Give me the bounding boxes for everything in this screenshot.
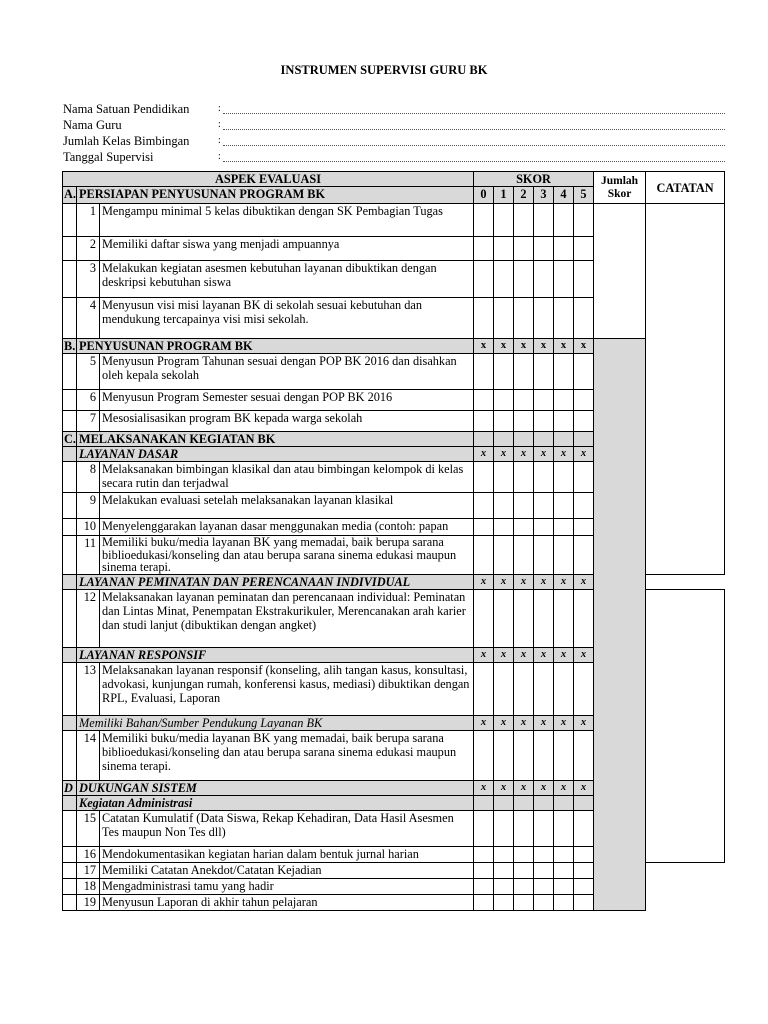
item-number: 1: [77, 204, 100, 237]
not-applicable-mark: x: [534, 715, 554, 730]
not-applicable-mark: x: [574, 574, 594, 589]
item-text: Mendokumentasikan kegiatan harian dalam bentuk jurnal harian: [100, 846, 474, 862]
score-cell[interactable]: [63, 795, 77, 810]
not-applicable-mark: x: [534, 574, 554, 589]
not-applicable-mark: x: [494, 780, 514, 795]
score-cell[interactable]: [514, 846, 534, 862]
jumlah-cell-a[interactable]: [594, 204, 646, 339]
item-number: 17: [77, 862, 100, 878]
score-cell[interactable]: [554, 795, 574, 810]
label-school: Nama Satuan Pendidikan: [63, 102, 190, 116]
item-number: 14: [77, 730, 100, 780]
table-row: [63, 204, 725, 237]
score-cell[interactable]: [474, 237, 494, 261]
score-cell[interactable]: [474, 261, 494, 298]
score-cell[interactable]: [574, 261, 594, 298]
label-classes: Jumlah Kelas Bimbingan: [63, 134, 190, 148]
not-applicable-mark: x: [574, 447, 594, 462]
score-cell[interactable]: [554, 390, 574, 411]
not-applicable-mark: x: [494, 715, 514, 730]
score-cell[interactable]: [494, 432, 514, 447]
item-number: 15: [77, 810, 100, 846]
not-applicable-mark: x: [514, 780, 534, 795]
item-text: Mengampu minimal 5 kelas dibuktikan dengan SK Pembagian Tugas: [100, 204, 474, 237]
score-cell[interactable]: [554, 462, 574, 493]
info-row-school: Nama Satuan Pendidikan :: [63, 101, 725, 117]
section-c-letter: C.: [64, 432, 76, 446]
score-cell[interactable]: [574, 862, 594, 878]
score-cell[interactable]: [514, 894, 534, 910]
evaluation-table: [62, 171, 725, 911]
item-text: Melaksanakan layanan responsif (konseling, alih tangan kasus, konsultasi, advokasi, kunjungan rumah, konferensi kasus, mediasi) dibuktikan dengan RPL, Evaluasi, Laporan: [100, 662, 474, 715]
score-cell[interactable]: [474, 354, 494, 390]
score-cell[interactable]: [554, 493, 574, 519]
score-cell[interactable]: [63, 204, 77, 237]
score-cell[interactable]: [63, 519, 77, 536]
score-cell[interactable]: [63, 493, 77, 519]
item-number: 8: [77, 462, 100, 493]
score-cell[interactable]: [534, 411, 554, 432]
item-number: 19: [77, 894, 100, 910]
score-cell[interactable]: [574, 519, 594, 536]
item-text: Menyusun Program Semester sesuai dengan POP BK 2016: [100, 390, 474, 411]
score-cell[interactable]: [554, 878, 574, 894]
score-cell[interactable]: [554, 536, 574, 575]
item-number: 18: [77, 878, 100, 894]
score-cell[interactable]: [474, 589, 494, 647]
not-applicable-mark: x: [474, 647, 494, 662]
score-cell[interactable]: [534, 730, 554, 780]
score-cell[interactable]: [554, 810, 574, 846]
score-head-4: 4: [554, 187, 574, 204]
score-cell[interactable]: [474, 432, 494, 447]
score-cell[interactable]: [534, 589, 554, 647]
score-cell[interactable]: [494, 411, 514, 432]
item-text: Menyusun Laporan di akhir tahun pelajaran: [100, 894, 474, 910]
score-cell[interactable]: [494, 237, 514, 261]
not-applicable-mark: x: [574, 715, 594, 730]
subsection-layanan-peminatan: LAYANAN PEMINATAN DAN PERENCANAAN INDIVIDUAL: [77, 574, 474, 589]
score-cell[interactable]: [494, 390, 514, 411]
score-head-0: 0: [474, 187, 494, 204]
score-cell[interactable]: [574, 354, 594, 390]
score-cell[interactable]: [63, 878, 77, 894]
label-teacher: Nama Guru: [63, 118, 122, 132]
score-cell[interactable]: [534, 298, 554, 339]
score-cell[interactable]: [534, 519, 554, 536]
score-cell[interactable]: [474, 536, 494, 575]
score-cell[interactable]: [574, 878, 594, 894]
score-cell[interactable]: [534, 237, 554, 261]
score-cell[interactable]: [474, 878, 494, 894]
score-cell[interactable]: [474, 204, 494, 237]
score-cell[interactable]: [554, 730, 574, 780]
item-number: 16: [77, 846, 100, 862]
score-cell[interactable]: [574, 894, 594, 910]
score-cell[interactable]: [63, 298, 77, 339]
score-cell[interactable]: [574, 846, 594, 862]
item-number: 12: [77, 589, 100, 647]
not-applicable-mark: x: [554, 339, 574, 354]
score-cell[interactable]: [514, 411, 534, 432]
header-aspek: ASPEK EVALUASI: [63, 172, 474, 187]
score-cell[interactable]: [494, 261, 514, 298]
not-applicable-mark: x: [514, 447, 534, 462]
header-catatan: CATATAN: [646, 172, 725, 204]
score-cell[interactable]: [574, 536, 594, 575]
section-c-title: MELAKSANAKAN KEGIATAN BK: [77, 432, 474, 447]
item-text: Memiliki daftar siswa yang menjadi ampuannya: [100, 237, 474, 261]
score-cell[interactable]: [534, 662, 554, 715]
score-cell[interactable]: [554, 862, 574, 878]
score-cell[interactable]: [554, 589, 574, 647]
score-cell[interactable]: [514, 730, 534, 780]
score-cell[interactable]: [514, 204, 534, 237]
score-cell[interactable]: [514, 493, 534, 519]
item-number: 7: [77, 411, 100, 432]
not-applicable-mark: x: [554, 574, 574, 589]
not-applicable-mark: x: [554, 447, 574, 462]
score-cell[interactable]: [574, 204, 594, 237]
score-cell[interactable]: [494, 298, 514, 339]
score-cell[interactable]: [554, 894, 574, 910]
not-applicable-mark: x: [574, 647, 594, 662]
score-cell[interactable]: [494, 519, 514, 536]
not-applicable-mark: x: [494, 574, 514, 589]
score-cell[interactable]: [514, 536, 534, 575]
score-cell[interactable]: [574, 810, 594, 846]
info-row-date: Tanggal Supervisi :: [63, 149, 725, 165]
score-cell[interactable]: [534, 204, 554, 237]
item-number: 9: [77, 493, 100, 519]
score-cell[interactable]: [494, 862, 514, 878]
score-cell[interactable]: [534, 261, 554, 298]
score-cell[interactable]: [534, 810, 554, 846]
score-cell[interactable]: [63, 894, 77, 910]
catatan-cell[interactable]: [646, 204, 725, 575]
field-teacher[interactable]: [223, 129, 725, 130]
item-number: 5: [77, 354, 100, 390]
score-cell[interactable]: [554, 662, 574, 715]
score-cell[interactable]: [63, 237, 77, 261]
item-number: 13: [77, 662, 100, 715]
score-cell[interactable]: [474, 662, 494, 715]
score-cell[interactable]: [474, 519, 494, 536]
item-number: 6: [77, 390, 100, 411]
score-cell[interactable]: [514, 810, 534, 846]
score-cell[interactable]: [474, 462, 494, 493]
item-text: Melaksanakan bimbingan klasikal dan atau bimbingan kelompok di kelas secara rutin dan terjadwal: [100, 462, 474, 493]
item-text: Catatan Kumulatif (Data Siswa, Rekap Kehadiran, Data Hasil Asesmen Tes maupun Non Tes dll): [100, 810, 474, 846]
score-cell[interactable]: [574, 237, 594, 261]
score-cell[interactable]: [514, 878, 534, 894]
score-cell[interactable]: [514, 261, 534, 298]
not-applicable-mark: x: [474, 574, 494, 589]
score-cell[interactable]: [494, 354, 514, 390]
item-text: Mengadministrasi tamu yang hadir: [100, 878, 474, 894]
score-cell[interactable]: [494, 662, 514, 715]
score-cell[interactable]: [494, 204, 514, 237]
item-text: Melakukan kegiatan asesmen kebutuhan layanan dibuktikan dengan deskripsi kebutuhan siswa: [100, 261, 474, 298]
score-cell[interactable]: [494, 795, 514, 810]
score-cell[interactable]: [63, 810, 77, 846]
score-head-5: 5: [574, 187, 594, 204]
not-applicable-mark: x: [514, 574, 534, 589]
not-applicable-mark: x: [474, 715, 494, 730]
score-cell[interactable]: [494, 810, 514, 846]
score-cell[interactable]: [514, 862, 534, 878]
score-cell[interactable]: [63, 462, 77, 493]
score-cell[interactable]: [63, 846, 77, 862]
not-applicable-mark: x: [474, 780, 494, 795]
score-cell[interactable]: [63, 447, 77, 462]
score-head-2: 2: [514, 187, 534, 204]
not-applicable-mark: x: [514, 339, 534, 354]
score-cell[interactable]: [514, 390, 534, 411]
item-text: Mesosialisasikan program BK kepada warga sekolah: [100, 411, 474, 432]
subsection-layanan-dasar: LAYANAN DASAR: [77, 447, 474, 462]
score-cell[interactable]: [63, 862, 77, 878]
not-applicable-mark: x: [474, 339, 494, 354]
info-row-teacher: Nama Guru :: [63, 117, 725, 133]
not-applicable-mark: x: [494, 647, 514, 662]
section-a-letter: A.: [63, 187, 77, 204]
not-applicable-mark: x: [494, 447, 514, 462]
score-cell[interactable]: [474, 493, 494, 519]
not-applicable-mark: x: [574, 780, 594, 795]
score-cell[interactable]: [554, 846, 574, 862]
subsection-layanan-responsif: LAYANAN RESPONSIF: [77, 647, 474, 662]
score-cell[interactable]: [514, 795, 534, 810]
item-text: Menyusun Program Tahunan sesuai dengan POP BK 2016 dan disahkan oleh kepala sekolah: [100, 354, 474, 390]
score-cell[interactable]: [514, 462, 534, 493]
score-cell[interactable]: [574, 432, 594, 447]
score-head-1: 1: [494, 187, 514, 204]
score-cell[interactable]: [554, 298, 574, 339]
score-cell[interactable]: [554, 354, 574, 390]
score-cell[interactable]: [554, 411, 574, 432]
score-cell[interactable]: [534, 878, 554, 894]
score-cell[interactable]: [63, 730, 77, 780]
score-cell[interactable]: [494, 493, 514, 519]
score-cell[interactable]: [514, 237, 534, 261]
score-cell[interactable]: [534, 846, 554, 862]
score-cell[interactable]: [574, 411, 594, 432]
score-cell[interactable]: [63, 574, 77, 589]
score-cell[interactable]: [534, 795, 554, 810]
score-cell[interactable]: [534, 862, 554, 878]
score-cell[interactable]: [474, 795, 494, 810]
not-applicable-mark: x: [534, 339, 554, 354]
score-cell[interactable]: [474, 862, 494, 878]
section-a-title: PERSIAPAN PENYUSUNAN PROGRAM BK: [77, 187, 474, 204]
subsection-bahan-pendukung: Memiliki Bahan/Sumber Pendukung Layanan BK: [77, 715, 474, 730]
header-skor: SKOR: [474, 172, 594, 187]
not-applicable-mark: x: [494, 339, 514, 354]
item-text: Memiliki buku/media layanan BK yang memadai, baik berupa sarana biblioedukasi/konseling dan atau berupa sarana sinema edukasi maupun sinema terapi.: [100, 730, 474, 780]
score-cell[interactable]: [534, 536, 554, 575]
catatan-cell-2[interactable]: [646, 589, 725, 862]
not-applicable-mark: x: [554, 647, 574, 662]
score-cell[interactable]: [574, 298, 594, 339]
score-cell[interactable]: [534, 390, 554, 411]
score-cell[interactable]: [554, 519, 574, 536]
item-number: 3: [77, 261, 100, 298]
score-cell[interactable]: [514, 432, 534, 447]
not-applicable-mark: x: [474, 447, 494, 462]
score-cell[interactable]: [554, 432, 574, 447]
score-cell[interactable]: [574, 390, 594, 411]
score-cell[interactable]: [63, 589, 77, 647]
score-cell[interactable]: [474, 411, 494, 432]
score-cell[interactable]: [494, 462, 514, 493]
section-d-title: DUKUNGAN SISTEM: [77, 780, 474, 795]
score-cell[interactable]: [494, 536, 514, 575]
score-cell[interactable]: [554, 204, 574, 237]
field-classes[interactable]: [223, 145, 725, 146]
not-applicable-mark: x: [574, 339, 594, 354]
score-cell[interactable]: [514, 662, 534, 715]
score-cell[interactable]: [474, 810, 494, 846]
score-cell[interactable]: [514, 354, 534, 390]
field-date[interactable]: [223, 161, 725, 162]
document-title: INSTRUMEN SUPERVISI GURU BK: [280, 63, 488, 77]
not-applicable-mark: x: [534, 447, 554, 462]
score-cell[interactable]: [534, 354, 554, 390]
score-cell[interactable]: [494, 846, 514, 862]
score-cell[interactable]: [63, 354, 77, 390]
score-cell[interactable]: [63, 647, 77, 662]
not-applicable-mark: x: [514, 715, 534, 730]
score-cell[interactable]: [474, 298, 494, 339]
score-cell[interactable]: [63, 261, 77, 298]
subsection-administrasi: Kegiatan Administrasi: [77, 795, 474, 810]
score-cell[interactable]: [63, 390, 77, 411]
score-cell[interactable]: [514, 519, 534, 536]
item-text: Memiliki buku/media layanan BK yang memadai, baik berupa sarana biblioedukasi/konseling dan atau berupa sarana sinema edukasi maupun sinema terapi.: [100, 536, 474, 575]
info-row-classes: Jumlah Kelas Bimbingan :: [63, 133, 725, 149]
score-cell[interactable]: [574, 795, 594, 810]
score-cell[interactable]: [534, 894, 554, 910]
score-cell[interactable]: [494, 878, 514, 894]
score-cell[interactable]: [63, 411, 77, 432]
score-cell[interactable]: [514, 589, 534, 647]
item-text: Memiliki Catatan Anekdot/Catatan Kejadian: [100, 862, 474, 878]
score-cell[interactable]: [534, 493, 554, 519]
label-date: Tanggal Supervisi: [63, 150, 154, 164]
item-text: Menyelenggarakan layanan dasar menggunakan media (contoh: papan: [100, 519, 474, 536]
not-applicable-mark: x: [554, 780, 574, 795]
item-number: 11: [77, 536, 100, 575]
score-cell[interactable]: [554, 237, 574, 261]
score-cell[interactable]: [574, 493, 594, 519]
score-cell[interactable]: [554, 261, 574, 298]
section-b-title: PENYUSUNAN PROGRAM BK: [77, 339, 474, 354]
header-jumlah-skor: Jumlah Skor: [594, 172, 646, 204]
score-cell[interactable]: [494, 589, 514, 647]
score-cell[interactable]: [494, 894, 514, 910]
score-cell[interactable]: [574, 589, 594, 647]
jumlah-cell-bcd[interactable]: [594, 339, 646, 911]
item-text: Melaksanakan layanan peminatan dan perencanaan individual: Peminatan dan Lintas Minat, Penempatan Ekstrakurikuler, Merencanakan arah karier dan studi lanjut (dibuktikan dengan angket): [100, 589, 474, 647]
score-cell[interactable]: [474, 894, 494, 910]
item-text: Melakukan evaluasi setelah melaksanakan layanan klasikal: [100, 493, 474, 519]
score-cell[interactable]: [474, 730, 494, 780]
score-cell[interactable]: [63, 536, 77, 575]
item-number: 4: [77, 298, 100, 339]
not-applicable-mark: x: [514, 647, 534, 662]
score-cell[interactable]: [574, 730, 594, 780]
not-applicable-mark: x: [534, 780, 554, 795]
item-text: Menyusun visi misi layanan BK di sekolah sesuai kebutuhan dan mendukung tercapainya visi misi sekolah.: [100, 298, 474, 339]
score-cell[interactable]: [534, 462, 554, 493]
not-applicable-mark: x: [534, 647, 554, 662]
score-cell[interactable]: [474, 846, 494, 862]
score-cell[interactable]: [574, 462, 594, 493]
section-b-letter: B.: [64, 339, 76, 353]
score-cell[interactable]: [514, 298, 534, 339]
item-number: 2: [77, 237, 100, 261]
field-school[interactable]: [223, 113, 725, 114]
not-applicable-mark: x: [554, 715, 574, 730]
score-cell[interactable]: [474, 390, 494, 411]
score-cell[interactable]: [534, 432, 554, 447]
score-cell[interactable]: [63, 662, 77, 715]
section-d-letter: D: [63, 780, 77, 795]
score-cell[interactable]: [574, 662, 594, 715]
score-cell[interactable]: [494, 730, 514, 780]
item-number: 10: [77, 519, 100, 536]
score-head-3: 3: [534, 187, 554, 204]
score-cell[interactable]: [63, 715, 77, 730]
